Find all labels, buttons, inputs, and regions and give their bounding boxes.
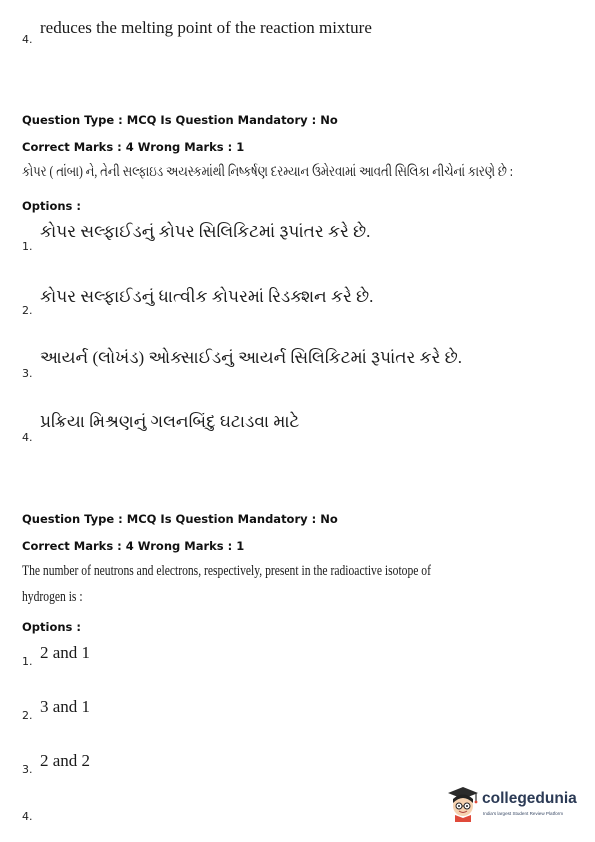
option-text: પ્રક્રિયા મિશ્રણનું ગલનબિંદુ ઘટાડવા માટે	[40, 412, 300, 431]
option-number: 1.	[22, 240, 33, 253]
question-stem-line-2: hydrogen is :	[22, 589, 83, 605]
question-stem-line-1: The number of neutrons and electrons, respectively, present in the radioactive isotope of	[22, 563, 431, 579]
option-text: 2 and 2	[40, 751, 91, 770]
options-label: Options :	[22, 199, 81, 213]
option-number: 3.	[22, 763, 33, 776]
option-number: 2.	[22, 304, 33, 317]
option-text: આયર્ન (લોખંડ) ઓક્સાઈડનું આયર્ન સિલિકિટમાં રૂપાંતર કરે છે.	[40, 348, 462, 367]
option-text: reduces the melting point of the reaction mixture	[40, 18, 372, 37]
option-number: 4.	[22, 810, 33, 823]
option-text: 3 and 1	[40, 697, 91, 716]
option-number: 2.	[22, 709, 33, 722]
option-text: 2 and 1	[40, 643, 91, 662]
logo-tagline: India's largest Student Review Platform	[483, 811, 564, 816]
option-number: 4.	[22, 431, 33, 444]
option-text: કોપર સલ્ફાઈડનું ધાત્વીક કોપરમાં રિડક્શન કરે છે.	[40, 287, 374, 306]
options-label: Options :	[22, 620, 81, 634]
option-number: 1.	[22, 655, 33, 668]
question-type-line: Question Type : MCQ Is Question Mandatory : No	[22, 512, 338, 526]
question-stem: કોપર ( તાંબા) ને, તેની સલ્ફાઇડ અયસ્કમાંથી નિષ્કર્ષણ દરમ્યાન ઉમેરવામાં આવતી સિલિકા નીચેનાં કારણે છે :	[22, 164, 514, 180]
logo-wordmark: collegedunia	[482, 790, 577, 807]
option-text: કોપર સલ્ફાઈડનું કોપર સિલિકિટમાં રૂપાંતર કરે છે.	[40, 222, 371, 241]
marks-line: Correct Marks : 4 Wrong Marks : 1	[22, 140, 245, 154]
option-number: 4.	[22, 33, 33, 46]
question-type-line: Question Type : MCQ Is Question Mandatory : No	[22, 113, 338, 127]
collegedunia-logo	[446, 784, 586, 828]
graduate-mascot-icon	[446, 784, 480, 824]
marks-line: Correct Marks : 4 Wrong Marks : 1	[22, 539, 245, 553]
option-number: 3.	[22, 367, 33, 380]
